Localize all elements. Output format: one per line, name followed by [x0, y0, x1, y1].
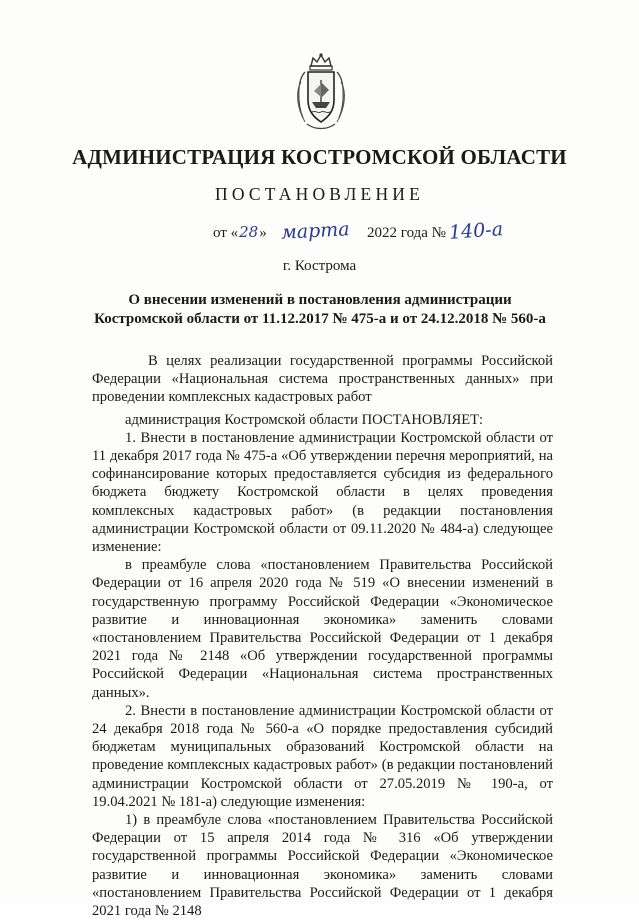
date-prefix: от « — [213, 225, 239, 241]
document-date-line — [213, 220, 503, 242]
document-subject — [70, 291, 570, 329]
subject-line-2: Костромской области от 11.12.2017 № 475-а и от 24.12.2018 № 560-а — [94, 311, 546, 327]
document-city: г. Кострома — [282, 258, 357, 274]
body-paragraph-1: В целях реализации государственной программы Российской Федерации «Национальная система пространственных данных» при проведении комплексных кадастровых работ — [92, 353, 553, 406]
body-paragraph-2: администрация Костромской области ПОСТАНОВЛЯЕТ: — [125, 411, 484, 428]
date-year-text: 2022 года № — [363, 225, 446, 241]
date-day-close: » — [259, 225, 267, 241]
organization-title: АДМИНИСТРАЦИЯ КОСТРОМСКОЙ ОБЛАСТИ — [72, 145, 567, 169]
body-paragraph-4: в преамбуле слова «постановлением Правительства Российской Федерации от 16 апреля 2020 года № 519 «О внесении изменений в государственную программу Российской Федерации «Экономическое развитие и инновационная экономика» заменить словами «постановлением Правительства Российской Федерации от 1 декабря 2021 года № 2148 «Об утверждении государственной программы Российской Федерации «Национальная система пространственных данных». — [92, 557, 553, 701]
coat-of-arms-icon — [291, 52, 351, 132]
document-body — [92, 352, 553, 920]
handwritten-day: 28 — [239, 223, 259, 241]
subject-line-1: О внесении изменений в постановления администрации — [128, 292, 512, 308]
body-paragraph-3: 1. Внести в постановление администрации Костромской области от 11 декабря 2017 года № 475-а «Об утверждении перечня мероприятий, на софинансирование которых предоставляется субсидия из федерального бюджета бюджету Костромской области в целях проведения комплексных кадастровых работ» (в редакции постановления администрации Костромской области от 09.11.2020 № 484-а) следующее изменение: — [92, 429, 553, 556]
body-paragraph-6: 1) в преамбуле слова «постановлением Правительства Российской Федерации от 15 апреля 2014 года № 316 «Об утверждении государственной программы Российской Федерации «Экономическое развитие и инновационная экономика» заменить словами «постановлением Правительства Российской Федерации от 1 декабря 2021 года № 2148 — [92, 812, 553, 920]
handwritten-document-number: 140-а — [448, 218, 504, 244]
handwritten-month: марта — [280, 218, 350, 244]
body-paragraph-5: 2. Внести в постановление администрации Костромской области от 24 декабря 2018 года № 560-а «О порядке предоставления субсидий бюджетам муниципальных образований Костромской области на проведение комплексных кадастровых работ» (в редакции постановлений администрации Костромской области от 27.05.2019 № 190-а, от 19.04.2021 № 181-а) следующие изменения: — [92, 702, 553, 810]
document-type: ПОСТАНОВЛЕНИЕ — [214, 184, 425, 204]
